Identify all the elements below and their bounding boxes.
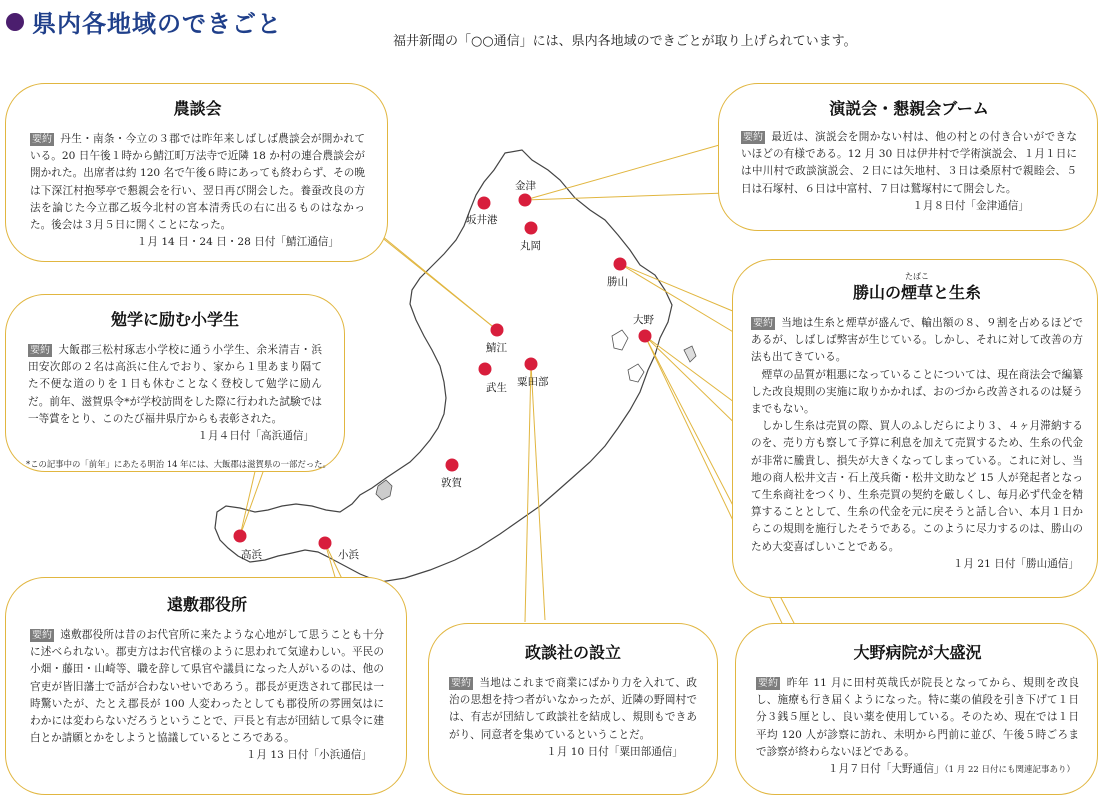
article-text: 昨年 11 月に田村英哉氏が院長となってから、規則を改良し、施療も行き届くようになった。特に薬の値段を引き下げて１日分３銭５厘とし、良い薬を使用している。そのため、現在では１日平均 120 人が診察に訪れ、未明から門前に並び、午後５時ごろまで診察が終わらないほどである。 bbox=[756, 677, 1079, 758]
article-title: 勉学に励む小学生 bbox=[110, 310, 239, 329]
article-body bbox=[751, 315, 1083, 556]
article-seidan bbox=[428, 623, 718, 795]
article-text: 煙草の品質が粗悪になっていることについては、現在商法会で編纂した改良規則の実施に取りかかれば、おのづから改善されるのは疑うまでもない。 bbox=[751, 368, 1083, 416]
city-dot-kanazu bbox=[519, 194, 532, 207]
article-date: １月 14 日・24 日・28 日付「鯖江通信」 bbox=[136, 236, 339, 249]
city-dot-maruoka bbox=[525, 222, 538, 235]
article-text: 丹生・南条・今立の３郡では昨年来しばしば農談会が開かれている。20 日午後１時から鯖江町万法寺で近隣 18 か村の連合農談会が開かれた。出席者は約 120 名で午後６時にあっても終わらず、その晩は下深江村抱琴亭で懇親会を行い、翌日再び開会した。養蚕改良の方法を論じた今立郡乙坂今北村の宮本清秀氏の右に出るものはなかった。後会は３月５日に開くことになった。 bbox=[30, 133, 365, 232]
city-label-tsuruga: 敦賀 bbox=[441, 477, 462, 489]
city-dot-katsuyama bbox=[614, 258, 627, 271]
article-body bbox=[30, 131, 365, 234]
city-dot-tsuruga bbox=[446, 459, 459, 472]
article-date: １月 13 日付「小浜通信」 bbox=[245, 749, 372, 762]
city-dot-obama bbox=[319, 537, 332, 550]
summary-tag: 要約 bbox=[743, 132, 763, 143]
city-label-takahama: 高浜 bbox=[241, 549, 262, 561]
summary-tag: 要約 bbox=[758, 678, 778, 689]
article-date-note: （1 月 22 日付にも関連記事あり） bbox=[944, 765, 1075, 776]
article-text: 最近は、演説会を開かない村は、他の村との付き合いができないほどの有様である。12 月 30 日は伊井村で学術演説会、１月１日には中川村で政談演説会、２日には矢地村、３日は桑原村で親睦会、５日は石塚村、６日は中富村、７日は鷲塚村にて開会した。 bbox=[741, 131, 1077, 195]
article-body bbox=[28, 342, 322, 428]
city-dot-takefu bbox=[479, 363, 492, 376]
summary-tag: 要約 bbox=[32, 134, 52, 145]
city-dot-takahama bbox=[234, 530, 247, 543]
article-nodan bbox=[5, 83, 388, 262]
article-school bbox=[5, 294, 345, 472]
city-label-kanazu: 金津 bbox=[515, 180, 536, 192]
article-enshiki bbox=[5, 577, 407, 795]
city-label-katsuyama: 勝山 bbox=[607, 276, 628, 288]
article-text: 当地は生糸と煙草が盛んで、輸出額の８、９割を占めるほどであるが、しばしば弊害が生じている。しかし、それに対して改善の方法も出てきている。 bbox=[751, 317, 1083, 364]
summary-tag: 要約 bbox=[30, 345, 50, 356]
article-title: 大野病院が大盛況 bbox=[853, 643, 982, 662]
furigana: たばこ bbox=[904, 272, 929, 281]
article-hospital bbox=[735, 623, 1098, 795]
article-title: 勝山の たばこ 煙草と生糸 bbox=[852, 272, 982, 302]
article-text: 大飯郡三松村琢志小学校に通う小学生、余米清吉・浜田安次郎の２名は高浜に住んでおり、家から１里あまり隔てた不便な道のりを１日も休むことなく登校して勉学に励んだ。前年、滋賀県令*が学校訪問をした際に行われた試験では一等賞をとり、このたび福井県庁からも表彰された。 bbox=[28, 344, 322, 425]
article-speech bbox=[718, 83, 1098, 231]
article-title: 農談会 bbox=[173, 99, 222, 118]
article-footnote: *この記事中の「前年」にあたる明治 14 年には、大飯郡は滋賀県の一部だった。 bbox=[26, 459, 331, 469]
city-label-sabae: 鯖江 bbox=[486, 342, 507, 354]
article-body bbox=[30, 627, 384, 747]
article-body bbox=[741, 129, 1077, 198]
article-text: 当地はこれまで商業にばかり力を入れて、政治の思想を持つ者がいなかったが、近隣の野岡村では、有志が団結して政談社を結成し、規則もできあがり、同意者を集めているということだ。 bbox=[449, 677, 697, 741]
city-dot-awatabe bbox=[525, 358, 538, 371]
city-label-takefu: 武生 bbox=[486, 382, 507, 394]
city-label-maruoka: 丸岡 bbox=[520, 240, 541, 252]
city-label-ono: 大野 bbox=[633, 314, 654, 326]
city-label-obama: 小浜 bbox=[338, 549, 359, 561]
page-title: 県内各地域のできごと bbox=[32, 10, 282, 38]
summary-tag: 要約 bbox=[32, 630, 52, 641]
article-date: １月 21 日付「勝山通信」 bbox=[952, 557, 1079, 570]
article-date: １月８日付「金津通信」 bbox=[912, 199, 1029, 212]
article-date: １月 10 日付「粟田部通信」 bbox=[546, 745, 683, 758]
city-dot-sakaiko bbox=[478, 197, 491, 210]
article-text: しかし生糸は売買の際、買人のふしだらにより３、４ヶ月滞納するのを、売り方も察して予算に利息を加えて売買するため、生糸の代金が非常に騰貴し、損失が大きくなってしまっている。これに対し、当地の商人松井文吉・石上茂兵衛・松井文助など 15 人が発起者となって生糸商社をつくり、生糸売買の契約を厳しくし、毎月必ず代金を精算することとして、生糸の代金を元に戻そうと話し合い、本月１日からこの規則を施行したそうである。このように尽力するのは、勝山のため大変喜ばしいことである。 bbox=[751, 420, 1083, 553]
article-text: 遠敷郡役所は昔のお代官所に来たような心地がして思うことも十分に述べられない。郡吏方はお代官様のように思われて気違わしい。平民の小畑・藤田・山崎等、職を辞して県官や議員になった人がいるのは、他の官吏が皆旧藩士で話が合わないせいであろう。郡長が更迭されて郡民は一時驚いたが、たとえ郡長が 100 人変わったとしても郡役所の雰囲気はにわかには変わらないだろうということで、戸長と有志が団結して県令に建白とか請願とかをしようと協議しているところである。 bbox=[30, 629, 384, 745]
article-title: 政談社の設立 bbox=[524, 643, 621, 662]
article-katsuyama bbox=[732, 259, 1098, 598]
article-body bbox=[756, 675, 1079, 761]
article-body bbox=[449, 675, 697, 744]
city-dot-ono bbox=[639, 330, 652, 343]
lake-shape bbox=[684, 346, 696, 362]
summary-tag: 要約 bbox=[451, 678, 471, 689]
article-date: １月７日付「大野通信」（1 月 22 日付にも関連記事あり） bbox=[827, 763, 1075, 776]
article-title: 遠敷郡役所 bbox=[166, 595, 247, 614]
city-dot-sabae bbox=[491, 324, 504, 337]
page-subtitle: 福井新聞の「○○通信」には、県内各地域のできごとが取り上げられています。 bbox=[393, 34, 857, 49]
article-title: 演説会・懇親会ブーム bbox=[829, 99, 989, 118]
summary-tag: 要約 bbox=[753, 318, 773, 329]
city-label-awatabe: 粟田部 bbox=[517, 376, 549, 388]
city-label-sakaiko: 坂井港 bbox=[466, 214, 498, 226]
article-date: １月４日付「高浜通信」 bbox=[197, 430, 314, 443]
